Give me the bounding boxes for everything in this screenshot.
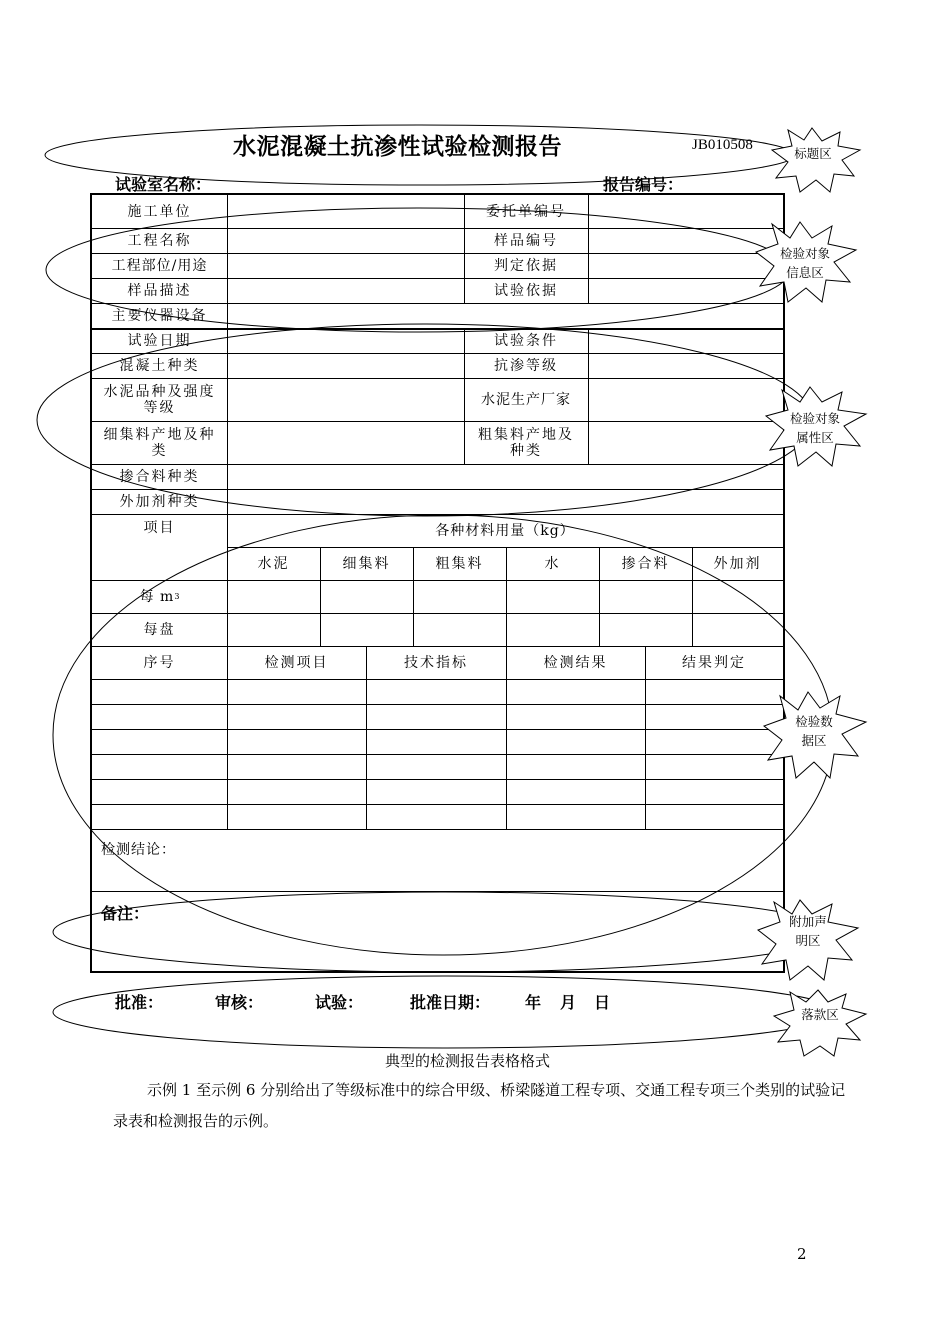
concrete-type-label: 混凝土种类 [119, 357, 200, 374]
cement-variety-strength-label: 水泥品种及强度等级 [103, 383, 216, 416]
sample-number-label: 样品编号 [494, 232, 558, 249]
mix-col-water: 水 [544, 555, 561, 572]
mix-item-label: 项目 [143, 520, 176, 536]
additive-type-label: 外加剂种类 [119, 493, 200, 510]
title-zone-tag: 标题区 [794, 146, 832, 161]
test-basis-label: 试验依据 [494, 282, 558, 299]
report-title: 水泥混凝土抗渗性试验检测报告 [233, 134, 562, 160]
test-conditions-label: 试验条件 [494, 332, 558, 349]
fine-aggregate-origin-label: 细集料产地及种类 [103, 426, 216, 459]
main-instruments-label: 主要仪器设备 [111, 307, 208, 324]
mix-col-coarse-aggregate: 粗集料 [435, 555, 484, 572]
object-info-ellipse [46, 208, 790, 332]
signature-zone-ellipse [53, 976, 837, 1048]
lab-name-label: 试验室名称： [115, 175, 212, 194]
statement-zone-tag: 附加声 明区 [789, 914, 827, 948]
day-label: 日 [594, 993, 611, 1012]
per-cubic-meter-label: 每 m 3 [139, 588, 180, 605]
per-batch-label: 每盘 [143, 621, 176, 638]
test-date-label: 试验日期 [127, 332, 192, 349]
result-col-seq: 序号 [143, 654, 176, 671]
mix-col-fine-aggregate: 细集料 [342, 555, 391, 572]
approve-label: 批准： [115, 993, 164, 1012]
coarse-aggregate-origin-label: 粗集料产地及种类 [478, 426, 574, 459]
result-col-technical-index: 技术指标 [404, 654, 468, 671]
commission-number-label: 委托单编号 [486, 203, 566, 220]
mix-col-cement: 水泥 [257, 555, 290, 572]
approve-date-label: 批准日期： [410, 993, 491, 1012]
object-attribute-ellipse [37, 324, 813, 516]
result-col-judgement: 结果判定 [682, 654, 746, 671]
month-label: 月 [560, 993, 577, 1012]
project-name-label: 工程名称 [127, 232, 192, 249]
impermeability-grade-label: 抗渗等级 [494, 357, 558, 374]
signature-zone-tag: 落款区 [801, 1007, 839, 1022]
conclusion-label: 检测结论： [101, 842, 176, 858]
mix-col-additive: 外加剂 [713, 555, 762, 572]
statement-zone-ellipse [53, 892, 833, 972]
title-zone-ellipse [45, 125, 795, 185]
object-attribute-tag: 检验对象 属性区 [789, 411, 840, 445]
object-info-tag: 检验对象 信息区 [779, 246, 830, 280]
figure-caption: 典型的检测报告表格格式 [385, 1052, 551, 1070]
body-paragraph: 示例 1 至示例 6 分别给出了等级标准中的综合甲级、桥梁隧道工程专项、交通工程专项三个类别的试验记录表和检测报告的示例。 [113, 1081, 846, 1130]
review-label: 审核： [215, 993, 264, 1012]
remarks-label: 备注： [101, 904, 150, 923]
result-col-test-item: 检测项目 [264, 654, 329, 671]
form-code: JB010508 [692, 137, 753, 153]
construction-unit-label: 施工单位 [127, 203, 192, 220]
year-label: 年 [525, 993, 542, 1012]
admixture-type-label: 掺合料种类 [119, 468, 200, 485]
project-part-label: 工程部位/用途 [111, 257, 208, 274]
cement-manufacturer-label: 水泥生产厂家 [481, 391, 571, 408]
judge-basis-label: 判定依据 [494, 257, 558, 274]
sample-description-label: 样品描述 [127, 282, 192, 299]
report-number-label: 报告编号： [603, 175, 684, 194]
data-zone-ellipse [53, 515, 833, 955]
material-usage-label: 各种材料用量（kg） [435, 522, 575, 539]
data-zone-tag: 检验数 据区 [795, 714, 833, 748]
mix-col-admixture: 掺合料 [621, 555, 670, 572]
result-col-test-result: 检测结果 [543, 654, 608, 671]
tester-label: 试验： [315, 993, 364, 1012]
page-number: 2 [797, 1245, 807, 1263]
